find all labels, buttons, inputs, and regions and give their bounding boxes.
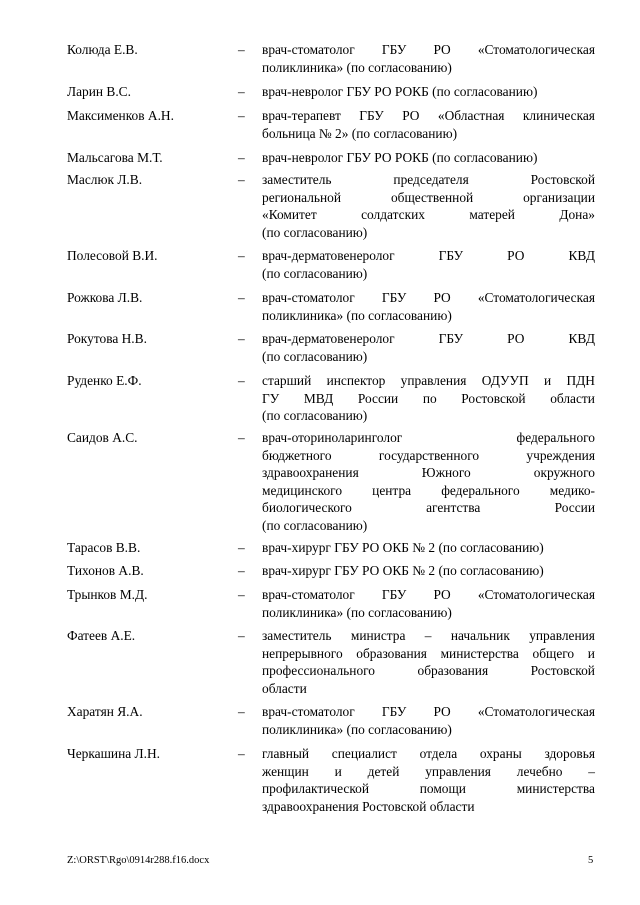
position-line: врач-терапевт ГБУ РО «Областная клиническая [262, 108, 595, 123]
member-name: Рожкова Л.В. [67, 290, 143, 305]
position-line: профессионального образования Ростовской [262, 663, 595, 679]
entry-dash: – [238, 540, 245, 555]
position-line: врач-стоматолог ГБУ РО «Стоматологическая [262, 587, 595, 602]
position-line: врач-невролог ГБУ РО РОКБ (по согласованию) [262, 84, 538, 99]
position-line: заместитель министра – начальник управления [262, 628, 595, 643]
member-position [262, 330, 595, 365]
member-name: Трынков М.Д. [67, 587, 148, 602]
position-line: (по согласованию) [262, 348, 368, 364]
position-line: поликлиника» (по согласованию) [262, 59, 452, 75]
position-line: врач-стоматолог ГБУ РО «Стоматологическая [262, 42, 595, 57]
member-position [262, 247, 595, 282]
member-name: Тарасов В.В. [67, 540, 141, 555]
entry-dash: – [238, 172, 245, 187]
member-name: Тихонов А.В. [67, 563, 144, 578]
member-position [262, 429, 595, 535]
position-line: врач-стоматолог ГБУ РО «Стоматологическая [262, 704, 595, 719]
member-position [262, 745, 595, 815]
position-line: области [262, 680, 307, 696]
position-line: профилактической помощи министерства [262, 781, 595, 797]
member-position [262, 107, 595, 142]
member-name: Саидов А.С. [67, 430, 138, 445]
position-line: старший инспектор управления ОДУУП и ПДН [262, 373, 595, 388]
position-line: главный специалист отдела охраны здоровья [262, 746, 595, 761]
position-line: врач-невролог ГБУ РО РОКБ (по согласованию) [262, 150, 538, 165]
member-position [262, 149, 595, 167]
entry-dash: – [238, 42, 245, 57]
footer-file-path: Z:\ORST\Rgo\0914r288.f16.docx [67, 855, 210, 866]
entry-dash: – [238, 84, 245, 99]
position-line: врач-хирург ГБУ РО ОКБ № 2 (по согласованию) [262, 540, 544, 555]
entry-dash: – [238, 373, 245, 388]
member-position [262, 41, 595, 76]
member-name: Фатеев А.Е. [67, 628, 136, 643]
member-position [262, 627, 595, 697]
entry-dash: – [238, 704, 245, 719]
position-line: женщин и детей управления лечебно – [262, 763, 595, 779]
footer-page-number: 5 [588, 855, 594, 866]
member-name: Харатян Я.А. [67, 704, 143, 719]
position-line: врач-дерматовенеролог ГБУ РО КВД [262, 331, 595, 346]
position-line: ГУ МВД России по Ростовской области [262, 390, 595, 406]
member-name: Максименков А.Н. [67, 108, 174, 123]
position-line: бюджетного государственного учреждения [262, 447, 595, 463]
position-line: (по согласованию) [262, 265, 368, 281]
position-line: заместитель председателя Ростовской [262, 172, 595, 187]
position-line: непрерывного образования министерства общего и [262, 645, 595, 661]
member-name: Маслюк Л.В. [67, 172, 143, 187]
member-name: Мальсагова М.Т. [67, 150, 163, 165]
entry-dash: – [238, 248, 245, 263]
entry-dash: – [238, 563, 245, 578]
member-name: Колюда Е.В. [67, 42, 138, 57]
position-line: медицинского центра федерального медико- [262, 482, 595, 498]
position-line: поликлиника» (по согласованию) [262, 307, 452, 323]
entry-dash: – [238, 331, 245, 346]
position-line: врач-хирург ГБУ РО ОКБ № 2 (по согласованию) [262, 563, 544, 578]
member-name: Рокутова Н.В. [67, 331, 147, 346]
entry-dash: – [238, 628, 245, 643]
member-position [262, 171, 595, 241]
member-position [262, 289, 595, 324]
member-position [262, 539, 595, 557]
position-line: «Комитет солдатских матерей Дона» [262, 207, 595, 223]
position-line: врач-оториноларинголог федерального [262, 430, 595, 445]
position-line: здравоохранения Ростовской области [262, 798, 475, 814]
entry-dash: – [238, 430, 245, 445]
position-line: поликлиника» (по согласованию) [262, 604, 452, 620]
member-position [262, 586, 595, 621]
position-line: (по согласованию) [262, 224, 368, 240]
member-position [262, 83, 595, 101]
member-position [262, 372, 595, 425]
position-line: региональной общественной организации [262, 189, 595, 205]
entry-dash: – [238, 746, 245, 761]
member-name: Черкашина Л.Н. [67, 746, 160, 761]
member-position [262, 562, 595, 580]
entry-dash: – [238, 108, 245, 123]
member-name: Ларин В.С. [67, 84, 131, 99]
member-position [262, 703, 595, 738]
position-line: врач-дерматовенеролог ГБУ РО КВД [262, 248, 595, 263]
entry-dash: – [238, 150, 245, 165]
position-line: здравоохранения Южного окружного [262, 465, 595, 481]
entry-dash: – [238, 587, 245, 602]
member-name: Полесовой В.И. [67, 248, 158, 263]
position-line: биологического агентства России [262, 500, 595, 516]
position-line: врач-стоматолог ГБУ РО «Стоматологическая [262, 290, 595, 305]
entry-dash: – [238, 290, 245, 305]
position-line: (по согласованию) [262, 517, 368, 533]
position-line: поликлиника» (по согласованию) [262, 721, 452, 737]
member-name: Руденко Е.Ф. [67, 373, 142, 388]
position-line: больница № 2» (по согласованию) [262, 125, 458, 141]
position-line: (по согласованию) [262, 408, 368, 424]
